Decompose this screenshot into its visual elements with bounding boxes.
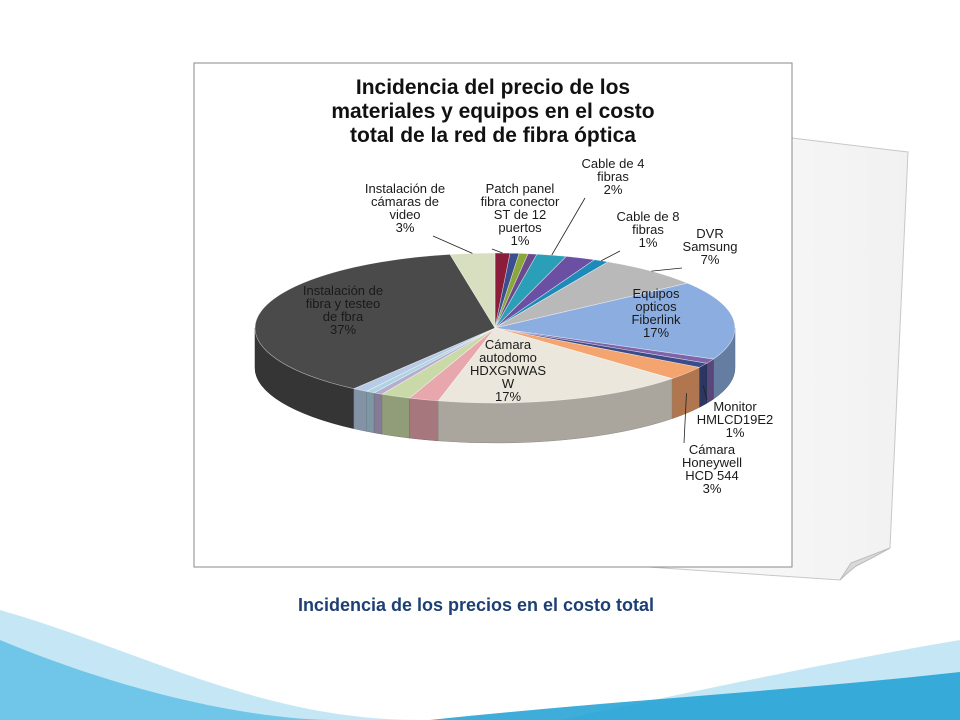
bottom-waves bbox=[0, 610, 960, 720]
pie-side-17 bbox=[366, 391, 374, 432]
chart-title-line-1: Incidencia del precio de los bbox=[355, 76, 631, 99]
pie-side-14 bbox=[409, 398, 438, 441]
slice-label-9: Equipos opticos Fiberlink 17% bbox=[631, 286, 681, 340]
pie-side-18 bbox=[354, 389, 366, 432]
chart-title-line-2: materiales y equipos en el costo bbox=[331, 100, 655, 123]
slice-label-20: Instalación de cámaras de video 3% bbox=[364, 181, 446, 235]
slice-label-5: Cable de 4 fibras 2% bbox=[581, 156, 645, 197]
slide-caption: Incidencia de los precios en el costo total bbox=[297, 595, 655, 615]
slice-label-12: Cámara Honeywell HCD 544 3% bbox=[682, 442, 742, 496]
slice-label-11: Monitor HMLCD19E2 1% bbox=[696, 399, 774, 440]
chart-title bbox=[331, 76, 654, 147]
pie-side-15 bbox=[382, 394, 409, 438]
chart-title-line-3: total de la red de fibra óptica bbox=[350, 124, 636, 147]
slice-label-8: DVR Samsung 7% bbox=[682, 226, 738, 267]
pie-side-10 bbox=[707, 359, 714, 403]
slice-label-7: Cable de 8 fibras 1% bbox=[616, 209, 680, 250]
pie-side-11 bbox=[699, 363, 707, 407]
slice-label-13: Cámara autodomo HDXGNWAS W 17% bbox=[469, 337, 547, 404]
pie-side-16 bbox=[374, 393, 382, 434]
slice-label-19: Instalación de fibra y testeo de fbra 37% bbox=[302, 283, 384, 337]
slice-label-1: Patch panel fibra conector ST de 12 puertos 1% bbox=[480, 181, 560, 248]
